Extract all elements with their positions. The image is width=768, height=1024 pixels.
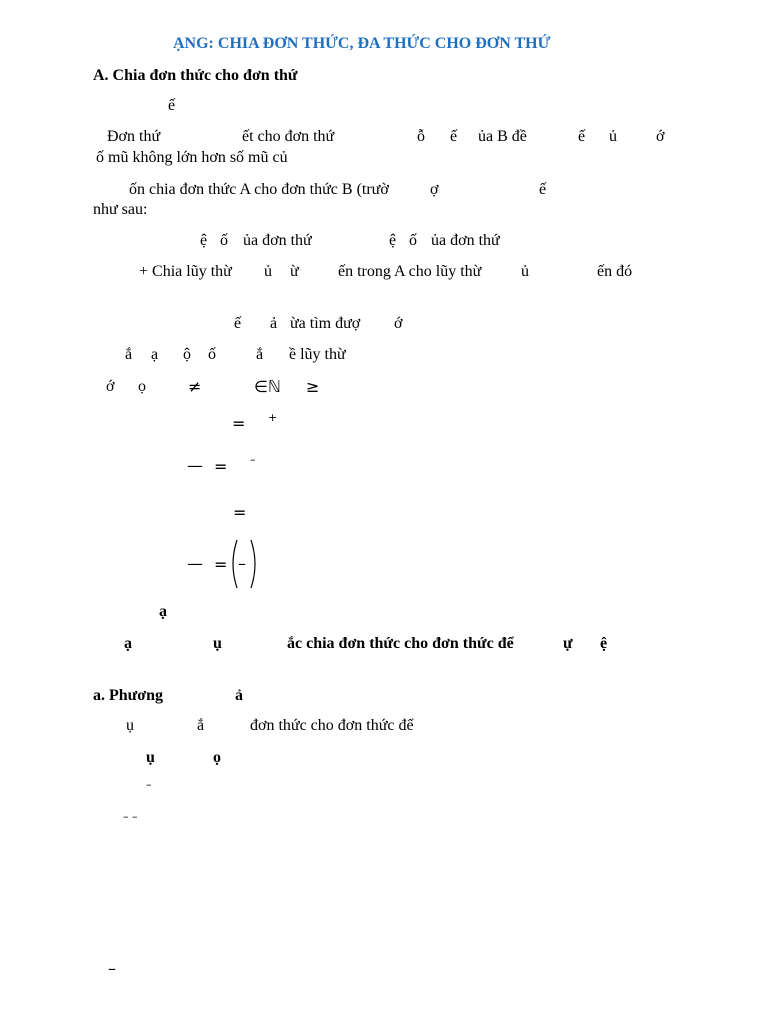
formula-dash: – (108, 959, 116, 978)
step-2-text: ến trong A cho lũy thừ (338, 263, 482, 280)
step-2-text: ừ (290, 263, 299, 280)
paragraph-1-text: ết cho đơn thứ (242, 128, 335, 145)
content-text: ắ (197, 717, 205, 734)
document-title: ẠNG: CHIA ĐƠN THỨC, ĐA THỨC CHO ĐƠN THỨ (173, 35, 551, 52)
formula-minus-superscript: – (250, 453, 256, 466)
paragraph-2-line-2: như sau: (93, 201, 148, 218)
bold-fragment: ụ (146, 749, 155, 766)
bold-line-text: ụ (213, 635, 222, 652)
subheading-a: ả (235, 687, 243, 704)
step-2-text: ủ (521, 263, 529, 280)
bold-fragment: ọ (213, 749, 221, 766)
bold-fragment: ạ (159, 603, 167, 620)
step-2-text: ến đó (597, 263, 633, 280)
formula-plus-superscript: + (268, 411, 278, 424)
text-fragment: ế (168, 97, 176, 114)
formula-equals: = (232, 414, 246, 433)
step-3-text: ả (270, 315, 278, 332)
step-1-text: ố (220, 232, 228, 249)
formula-inner-fraction: – (238, 554, 246, 573)
formula-equals: = (214, 457, 228, 476)
paragraph-1-line-2: ố mũ không lớn hơn số mũ củ (96, 149, 288, 166)
content-text: ụ (126, 717, 134, 734)
paragraph-1-text: ủ (609, 128, 617, 145)
condition-text: ọ (138, 378, 146, 395)
element-of-naturals-symbol: ∈ℕ (254, 377, 281, 396)
greater-equal-symbol: ≥ (306, 377, 320, 396)
step-1-text: ố (409, 232, 417, 249)
rule-text: ề lũy thừ (289, 346, 346, 363)
paragraph-1-text: ớ (656, 128, 665, 145)
formula-dash: – (146, 778, 152, 791)
paragraph-2-text: ế (539, 181, 547, 198)
formula-fraction-bar: — (187, 456, 203, 475)
rule-text: ắ (125, 346, 133, 363)
paragraph-1-text: ế (578, 128, 586, 145)
step-2-text: + Chia lũy thừ (139, 263, 232, 280)
subheading-a: a. Phương (93, 687, 164, 704)
formula-fraction-bar: — (187, 554, 203, 573)
paragraph-2-text: ợ (430, 181, 439, 198)
paragraph-1-text: Đơn thứ (107, 128, 161, 145)
content-text: đơn thức cho đơn thức để (250, 717, 414, 734)
step-2-text: ủ (264, 263, 272, 280)
rule-text: ộ (183, 346, 191, 363)
formula-dash: – – (123, 810, 138, 823)
paragraph-1-text: ỗ (417, 128, 425, 145)
paragraph-1-text: ủa B đề (478, 128, 527, 145)
bold-line-text: ạ (124, 635, 132, 652)
condition-text: ớ (106, 378, 115, 395)
paragraph-2-text: ốn chia đơn thức A cho đơn thức B (trườ (129, 181, 389, 198)
step-1-text: ủa đơn thứ (243, 232, 312, 249)
formula-equals: = (233, 503, 247, 522)
not-equal-symbol: ≠ (188, 377, 202, 396)
bold-line-text: ắc chia đơn thức cho đơn thức để (287, 635, 514, 652)
bold-line-text: ự (563, 635, 573, 652)
step-3-text: ừa tìm đượ (290, 315, 361, 332)
section-heading-a: A. Chia đơn thức cho đơn thứ (93, 67, 298, 84)
bold-line-text: ệ (600, 635, 608, 652)
formula-equals: = (214, 555, 228, 574)
step-3-text: ế (234, 315, 242, 332)
rule-text: ắ (256, 346, 264, 363)
step-1-text: ệ (200, 232, 208, 249)
step-1-text: ệ (389, 232, 397, 249)
step-1-text: ủa đơn thứ (431, 232, 500, 249)
rule-text: ạ (151, 346, 159, 363)
rule-text: ố (208, 346, 216, 363)
step-3-text: ớ (394, 315, 403, 332)
paragraph-1-text: ế (450, 128, 458, 145)
